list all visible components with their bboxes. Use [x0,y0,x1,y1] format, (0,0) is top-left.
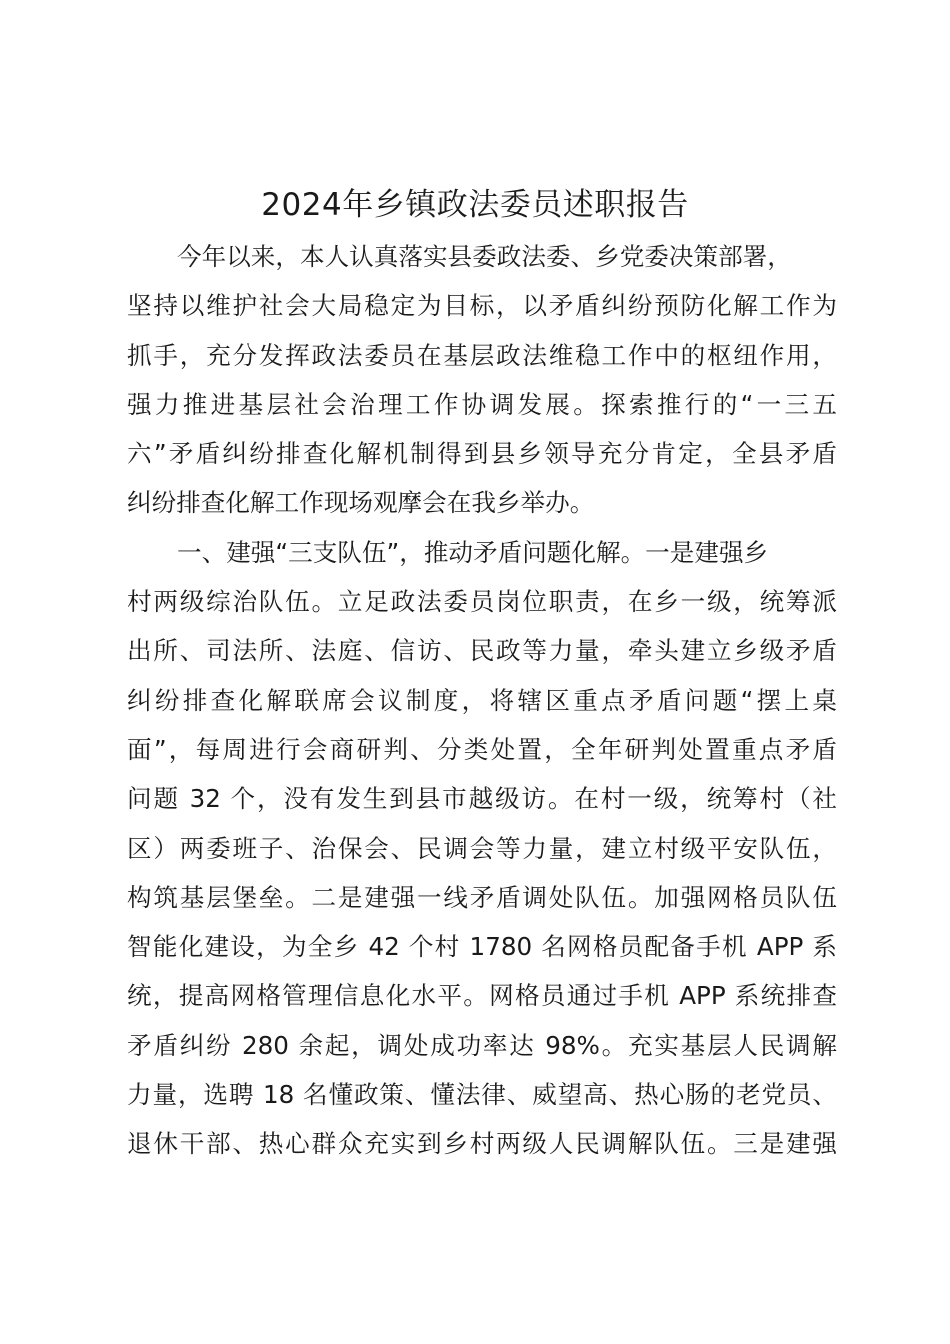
paragraph-line: 纠纷排查化解工作现场观摩会在我乡举办。 [127,488,595,518]
paragraph-line: 纠纷排查化解联席会议制度，将辖区重点矛盾问题“摆上桌 [127,685,837,715]
paragraph-line: 智能化建设，为全乡 42 个村 1780 名网格员配备手机 APP 系 [127,932,837,962]
paragraph-line: 退休干部、热心群众充实到乡村两级人民调解队伍。三是建强 [127,1129,837,1159]
paragraph-line: 力量，选聘 18 名懂政策、懂法律、威望高、热心肠的老党员、 [127,1080,837,1110]
paragraph-line: 抓手，充分发挥政法委员在基层政法维稳工作中的枢纽作用， [127,340,837,370]
paragraph-line: 面”，每周进行会商研判、分类处置，全年研判处置重点矛盾 [127,734,837,764]
paragraph-line: 区）两委班子、治保会、民调会等力量，建立村级平安队伍， [127,833,837,863]
paragraph-line: 统，提高网格管理信息化水平。网格员通过手机 APP 系统排查 [127,981,837,1011]
document-body [127,232,837,1169]
paragraph-line: 构筑基层堡垒。二是建强一线矛盾调处队伍。加强网格员队伍 [127,882,837,912]
paragraph-line: 六”矛盾纠纷排查化解机制得到县乡领导充分肯定，全县矛盾 [127,439,837,469]
paragraph-line: 强力推进基层社会治理工作协调发展。探索推行的“一三五 [127,389,837,419]
document-title: 2024年乡镇政法委员述职报告 [261,187,689,223]
paragraph-line: 出所、司法所、法庭、信访、民政等力量，牵头建立乡级矛盾 [127,636,837,666]
section-heading-line: 一、建强“三支队伍”，推动矛盾问题化解。一是建强乡 [177,537,769,567]
paragraph-line: 今年以来，本人认真落实县委政法委、乡党委决策部署， [177,242,792,271]
paragraph-line: 问题 32 个，没有发生到县市越级访。在村一级，统筹村（社 [127,784,837,814]
paragraph-line: 矛盾纠纷 280 余起，调处成功率达 98%。充实基层人民调解 [127,1030,837,1060]
paragraph-line: 坚持以维护社会大局稳定为目标，以矛盾纠纷预防化解工作为 [127,291,837,321]
paragraph-line: 村两级综治队伍。立足政法委员岗位职责，在乡一级，统筹派 [127,587,837,617]
